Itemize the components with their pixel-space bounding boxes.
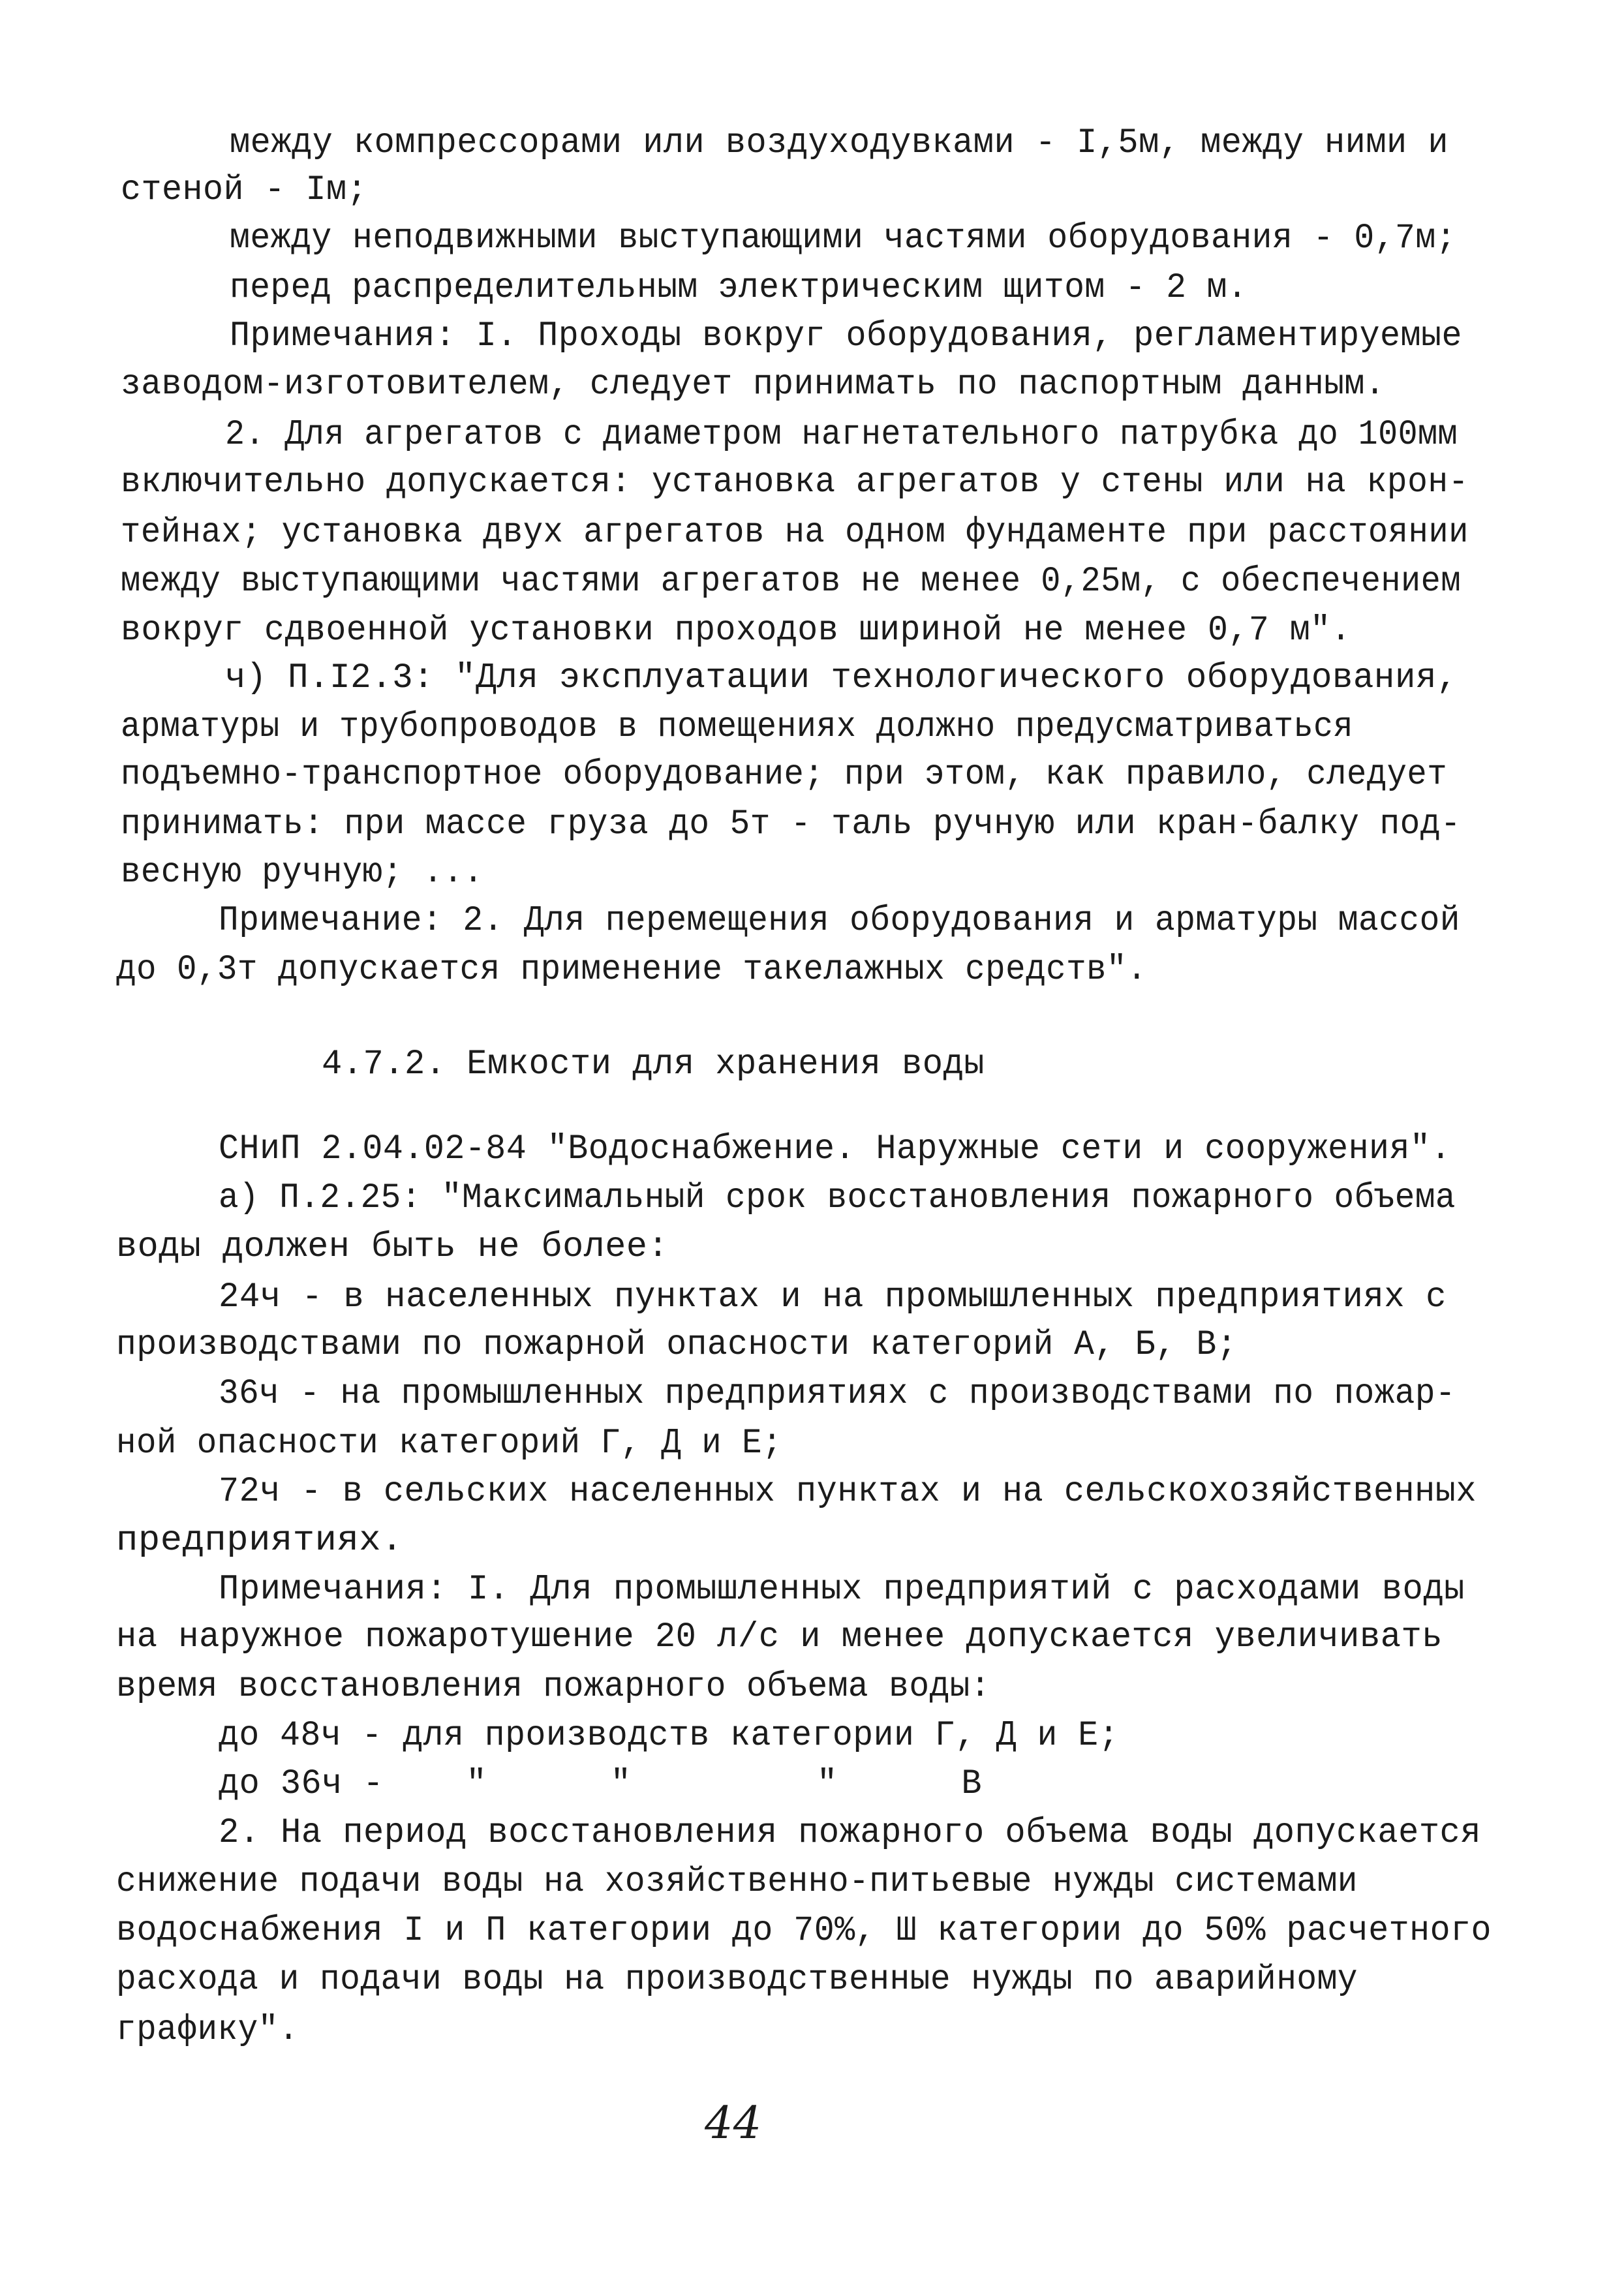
text-line: заводом-изготовителем, следует принимать по паспортным данным. <box>121 365 1385 405</box>
text-line: Примечания: I. Проходы вокруг оборудования, регламентируемые <box>230 316 1462 356</box>
text-line: 72ч - в сельских населенных пунктах и на сельскохозяйственных <box>219 1472 1477 1512</box>
text-line: время восстановления пожарного объема воды: <box>116 1667 990 1707</box>
text-line: принимать: при массе груза до 5т - таль ручную или кран-балку под- <box>121 804 1461 844</box>
text-line: 2. На период восстановления пожарного объема воды допускается <box>219 1813 1481 1853</box>
text-line: арматуры и трубопроводов в помещениях должно предусматриваться <box>121 707 1353 747</box>
text-line: тейнах; установка двух агрегатов на одном фундаменте при расстоянии <box>121 513 1469 553</box>
text-line: графику". <box>116 2010 299 2050</box>
text-line: между выступающими частями агрегатов не менее 0,25м, с обеспечением <box>121 562 1461 602</box>
text-line: стеной - Iм; <box>121 170 367 210</box>
text-line: до 36ч - " " " В <box>219 1764 982 1804</box>
text-line: расхода и подачи воды на производственные нужды по аварийному <box>116 1960 1358 2000</box>
text-line: на наружное пожаротушение 20 л/с и менее допускается увеличивать <box>116 1617 1443 1657</box>
text-line: Примечание: 2. Для перемещения оборудования и арматуры массой <box>219 901 1460 941</box>
text-line: до 48ч - для производств категории Г, Д и Е; <box>219 1716 1119 1756</box>
text-line: 2. Для агрегатов с диаметром нагнетательного патрубка до 100мм <box>225 415 1458 455</box>
text-line: весную ручную; ... <box>121 853 483 893</box>
text-line: воды должен быть не более: <box>116 1227 669 1267</box>
section-heading: 4.7.2. Емкости для хранения воды <box>322 1045 985 1084</box>
text-line: СНиП 2.04.02-84 "Водоснабжение. Наружные сети и сооружения". <box>219 1129 1451 1169</box>
text-line: между компрессорами или воздуходувками - I,5м, между ними и <box>230 123 1448 163</box>
text-line: снижение подачи воды на хозяйственно-питьевые нужды системами <box>116 1862 1358 1902</box>
page-number: 44 <box>705 2098 762 2149</box>
text-line: 24ч - в населенных пунктах и на промышленных предприятиях с <box>219 1277 1447 1317</box>
text-line: предприятиях. <box>116 1521 403 1561</box>
text-line: водоснабжения I и П категории до 70%, Ш категории до 50% расчетного <box>116 1911 1492 1951</box>
text-line: между неподвижными выступающими частями оборудования - 0,7м; <box>230 219 1456 258</box>
text-line: производствами по пожарной опасности категорий А, Б, В; <box>116 1325 1237 1365</box>
text-line: Примечания: I. Для промышленных предприятий с расходами воды <box>219 1570 1465 1610</box>
text-line: перед распределительным электрическим щитом - 2 м. <box>230 268 1248 308</box>
text-line: подъемно-транспортное оборудование; при этом, как правило, следует <box>121 755 1447 795</box>
text-line: вокруг сдвоенной установки проходов шириной не менее 0,7 м". <box>121 611 1351 650</box>
text-line: включительно допускается: установка агрегатов у стены или на крон- <box>121 463 1469 502</box>
text-line: ч) П.I2.3: "Для эксплуатации технологического оборудования, <box>225 658 1458 698</box>
text-line: до 0,3т допускается применение такелажных средств". <box>116 950 1147 990</box>
text-line: 36ч - на промышленных предприятиях с производствами по пожар- <box>219 1374 1456 1414</box>
text-line: ной опасности категорий Г, Д и Е; <box>116 1424 782 1463</box>
text-line: а) П.2.25: "Максимальный срок восстановления пожарного объема <box>219 1178 1456 1218</box>
